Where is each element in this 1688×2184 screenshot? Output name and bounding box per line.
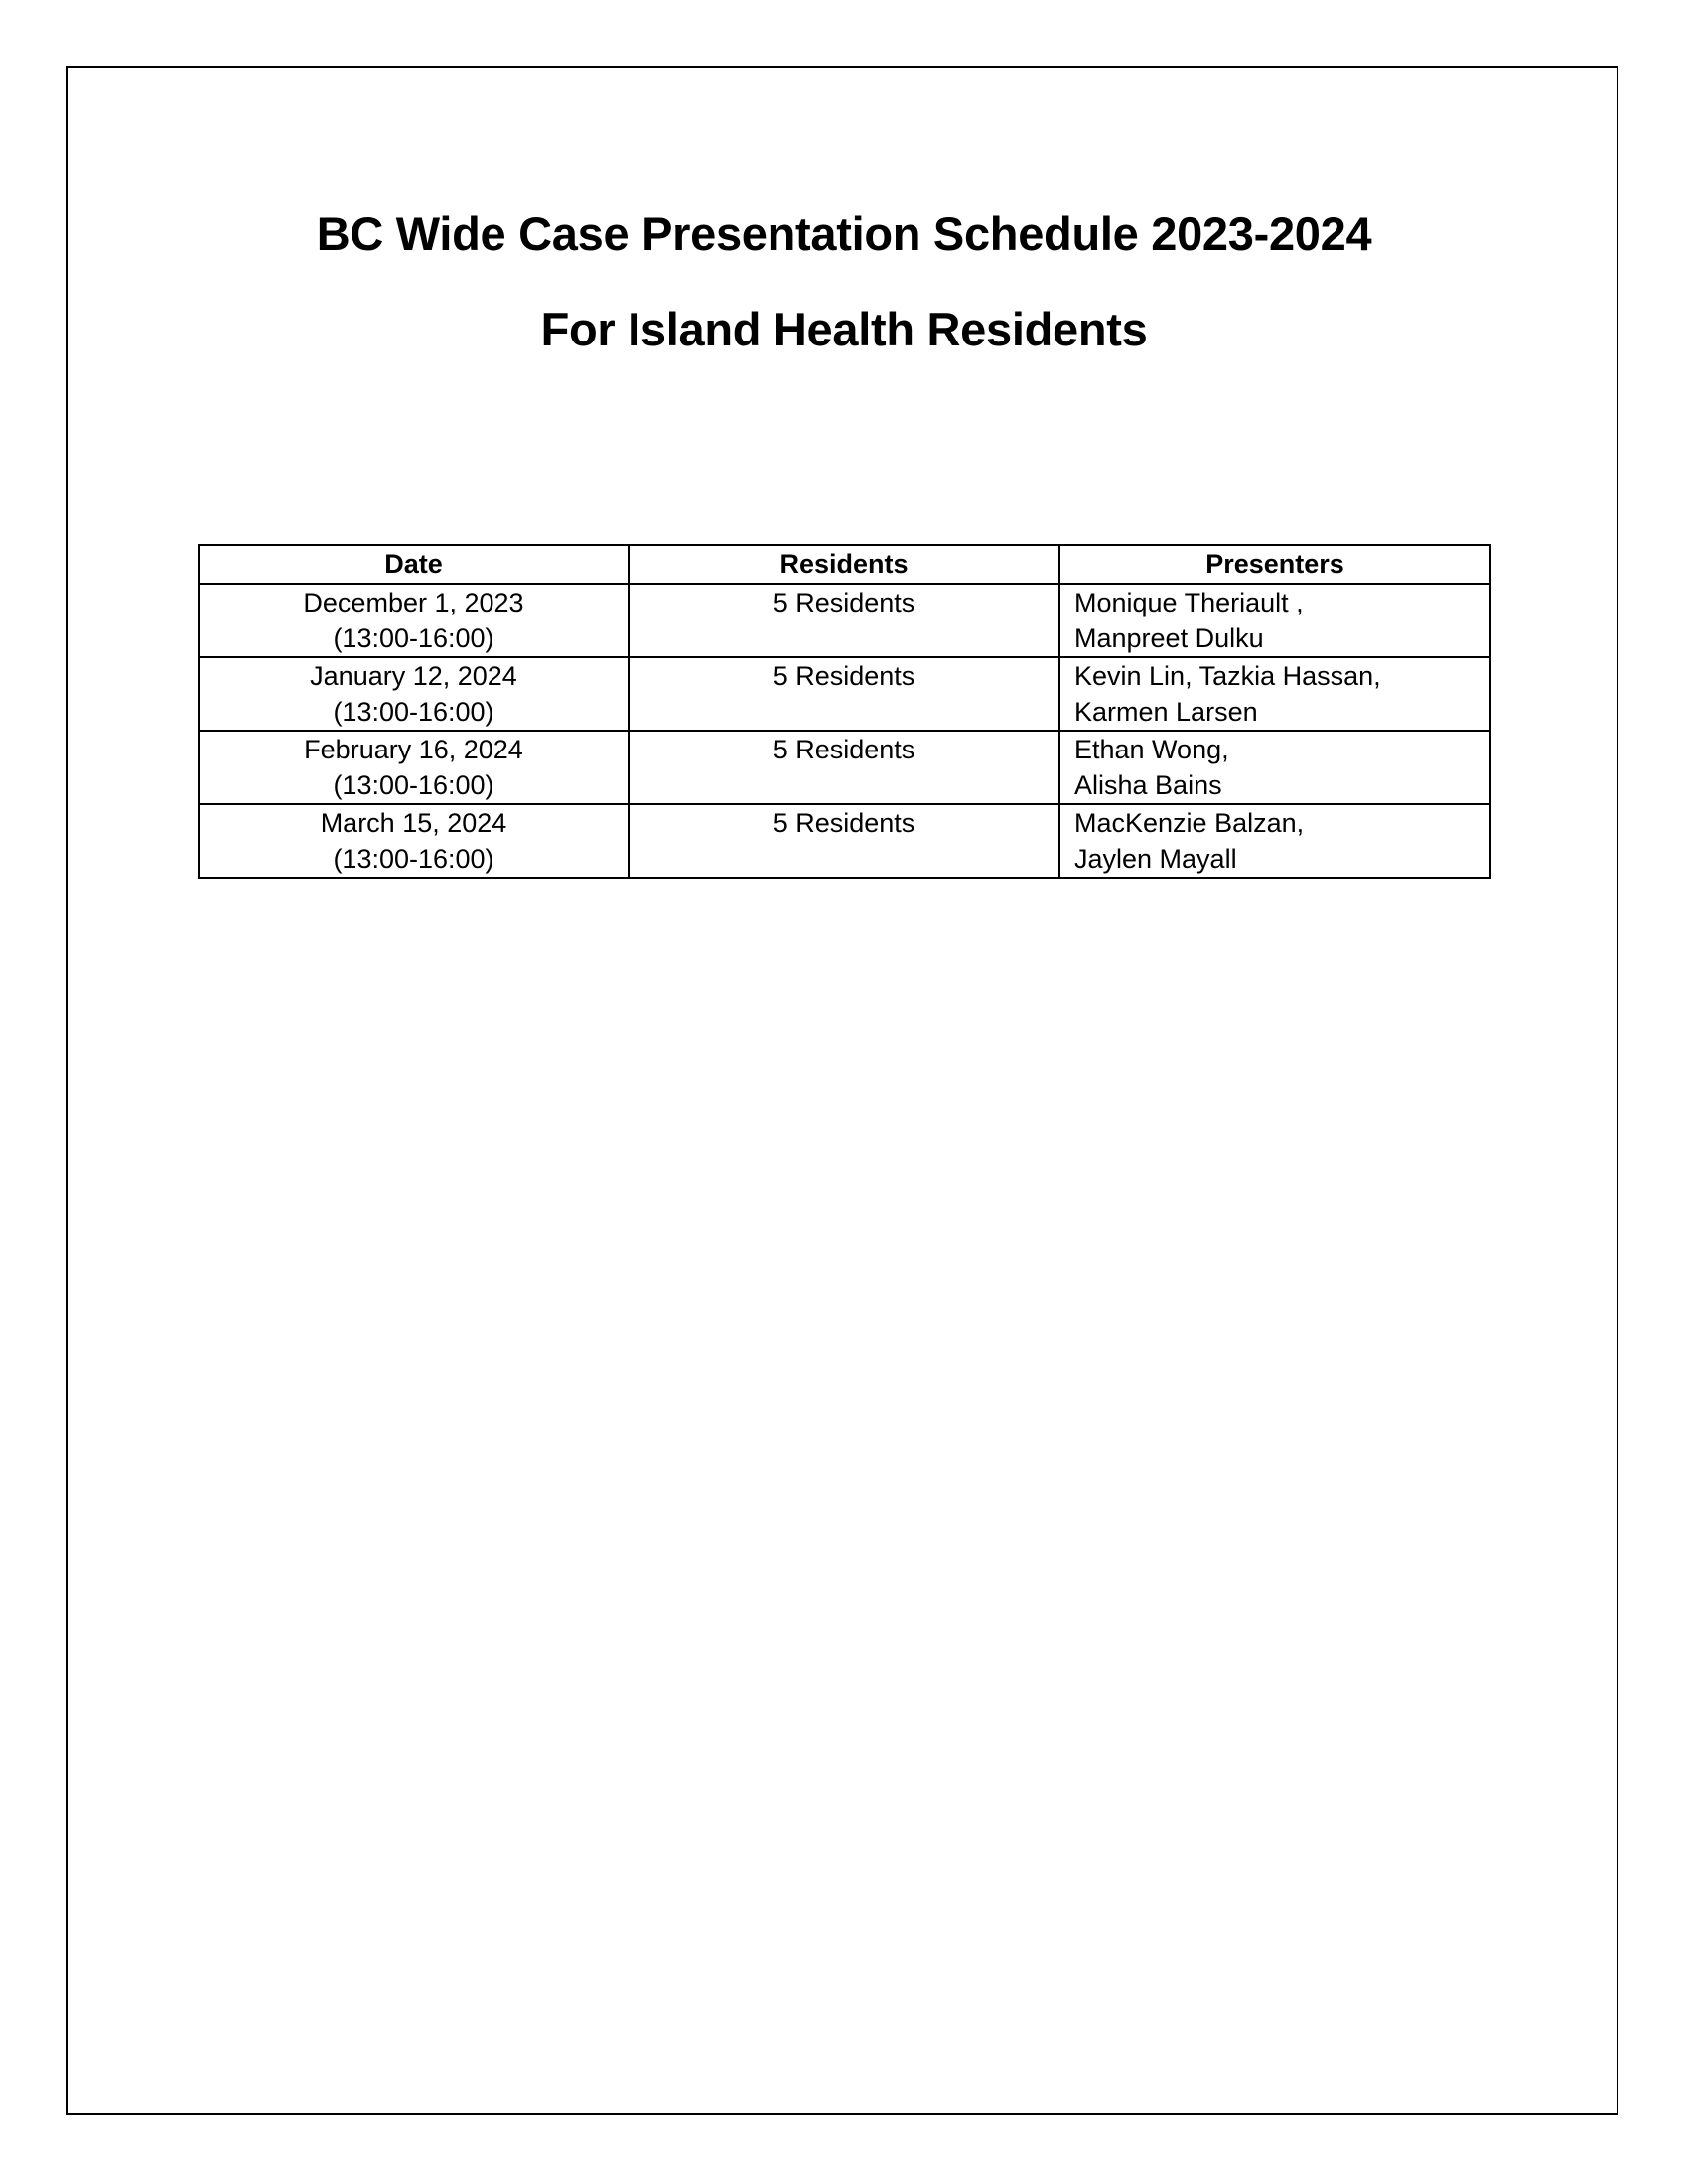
time-text: (13:00-16:00) [333,697,494,727]
residents-text: 5 Residents [773,588,915,617]
residents-text: 5 Residents [773,808,915,838]
table-header-row [199,545,1490,584]
presenters-cell [1059,731,1490,804]
table-row [199,731,1490,804]
header-date: Date [199,545,629,584]
residents-cell [629,804,1059,878]
presenters-line1: Kevin Lin, Tazkia Hassan, [1074,661,1381,691]
table-row [199,584,1490,657]
date-cell [199,657,629,731]
presenters-cell [1059,657,1490,731]
residents-cell [629,657,1059,731]
date-text: February 16, 2024 [304,735,523,764]
table-row [199,804,1490,878]
residents-text: 5 Residents [773,735,915,764]
time-text: (13:00-16:00) [333,770,494,800]
date-text: January 12, 2024 [310,661,517,691]
presenters-cell [1059,804,1490,878]
schedule-table [198,544,1491,879]
residents-text: 5 Residents [773,661,915,691]
presenters-cell [1059,584,1490,657]
presenters-line1: Ethan Wong, [1074,735,1229,764]
presenters-line2: Alisha Bains [1074,770,1222,800]
time-text: (13:00-16:00) [333,623,494,653]
residents-cell [629,731,1059,804]
date-cell [199,804,629,878]
header-residents: Residents [629,545,1059,584]
time-text: (13:00-16:00) [333,844,494,874]
document-subtitle: For Island Health Residents [540,303,1148,355]
table-row [199,657,1490,731]
presenters-line2: Karmen Larsen [1074,697,1258,727]
date-cell [199,584,629,657]
date-text: December 1, 2023 [303,588,524,617]
document-title: BC Wide Case Presentation Schedule 2023-2024 [316,207,1372,260]
header-presenters: Presenters [1059,545,1490,584]
presenters-line1: Monique Theriault , [1074,588,1304,617]
date-text: March 15, 2024 [320,808,507,838]
presenters-line1: MacKenzie Balzan, [1074,808,1305,838]
residents-cell [629,584,1059,657]
presenters-line2: Jaylen Mayall [1074,844,1237,874]
page-border [66,66,1618,2115]
date-cell [199,731,629,804]
presenters-line2: Manpreet Dulku [1074,623,1264,653]
